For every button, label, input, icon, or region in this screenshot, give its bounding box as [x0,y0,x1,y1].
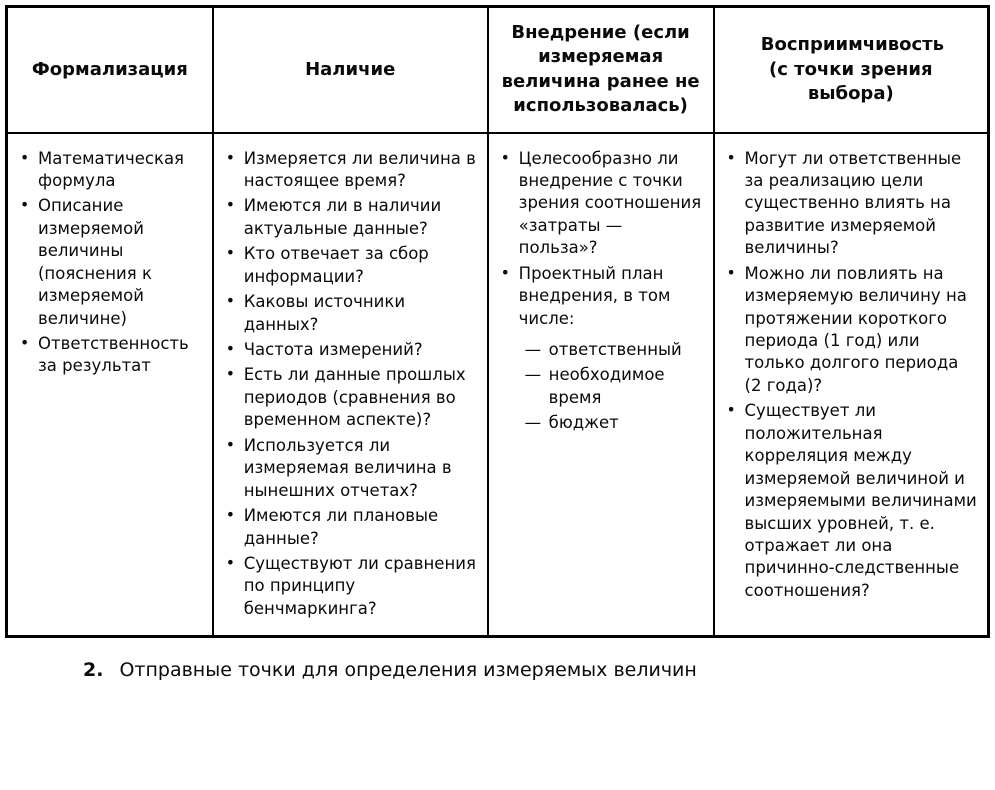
cell-availability [213,133,488,637]
list-item: • Существуют ли сравнения по принципу бенчмаркинга? [224,553,479,620]
list-item: • Имеются ли в наличии актуальные данные? [224,195,479,240]
header-formalization [7,7,213,133]
header-susceptibility [714,7,989,133]
header-availability [213,7,488,133]
sub-list-item: — ответственный [525,339,705,361]
list-item: • Измеряется ли величина в настоящее время? [224,148,479,193]
sub-list-item: — бюджет [525,412,705,434]
formalization-list [18,148,204,378]
list-item: • Математическая формула [18,148,204,193]
sub-list-item: — необходимое время [525,364,705,409]
header-availability-label: Наличие [305,58,396,80]
table-caption [83,658,990,683]
caption-text: Отправные точки для определения измеряемых величин [119,659,697,682]
body-row [7,133,989,637]
list-item: • Могут ли ответственные за реализацию цели существенно влиять на развитие измеряемой величины? [725,148,979,260]
list-item: • Описание измеряемой величины (пояснения к измеряемой величине) [18,195,204,330]
cell-formalization [7,133,213,637]
cell-susceptibility [714,133,989,637]
list-item: • Каковы источники данных? [224,291,479,336]
susceptibility-list [725,148,979,603]
header-implementation-label: Внедрение (если измеряемая величина ранее не использовалась) [501,22,700,117]
availability-list [224,148,479,621]
header-susceptibility-label: Восприимчивость (с точки зрения выбора) [760,34,944,104]
list-item: • Проектный план внедрения, в том числе: [499,263,705,330]
list-item: • Частота измерений? [224,339,479,361]
implementation-list [499,148,705,331]
header-implementation [488,7,714,133]
measurement-criteria-table [5,5,990,638]
list-item: • Ответственность за результат [18,333,204,378]
list-item: • Имеются ли плановые данные? [224,505,479,550]
list-item: • Целесообразно ли внедрение с точки зрения соотношения «затраты — польза»? [499,148,705,260]
list-item: • Используется ли измеряемая величина в нынешних отчетах? [224,435,479,502]
caption-number: 2. [83,659,104,682]
list-item: • Кто отвечает за сбор информации? [224,243,479,288]
list-item: • Есть ли данные прошлых периодов (сравнения во временном аспекте)? [224,364,479,431]
implementation-sublist [499,339,705,435]
list-item: • Можно ли повлиять на измеряемую величину на протяжении короткого периода (1 год) или только долгого периода (2 года)? [725,263,979,398]
header-row [7,7,989,133]
header-formalization-label: Формализация [31,58,188,80]
cell-implementation [488,133,714,637]
list-item: • Существует ли положительная корреляция между измеряемой величиной и измеряемыми величинами высших уровней, т. е. отражает ли она причинно-следственные соотношения? [725,400,979,602]
